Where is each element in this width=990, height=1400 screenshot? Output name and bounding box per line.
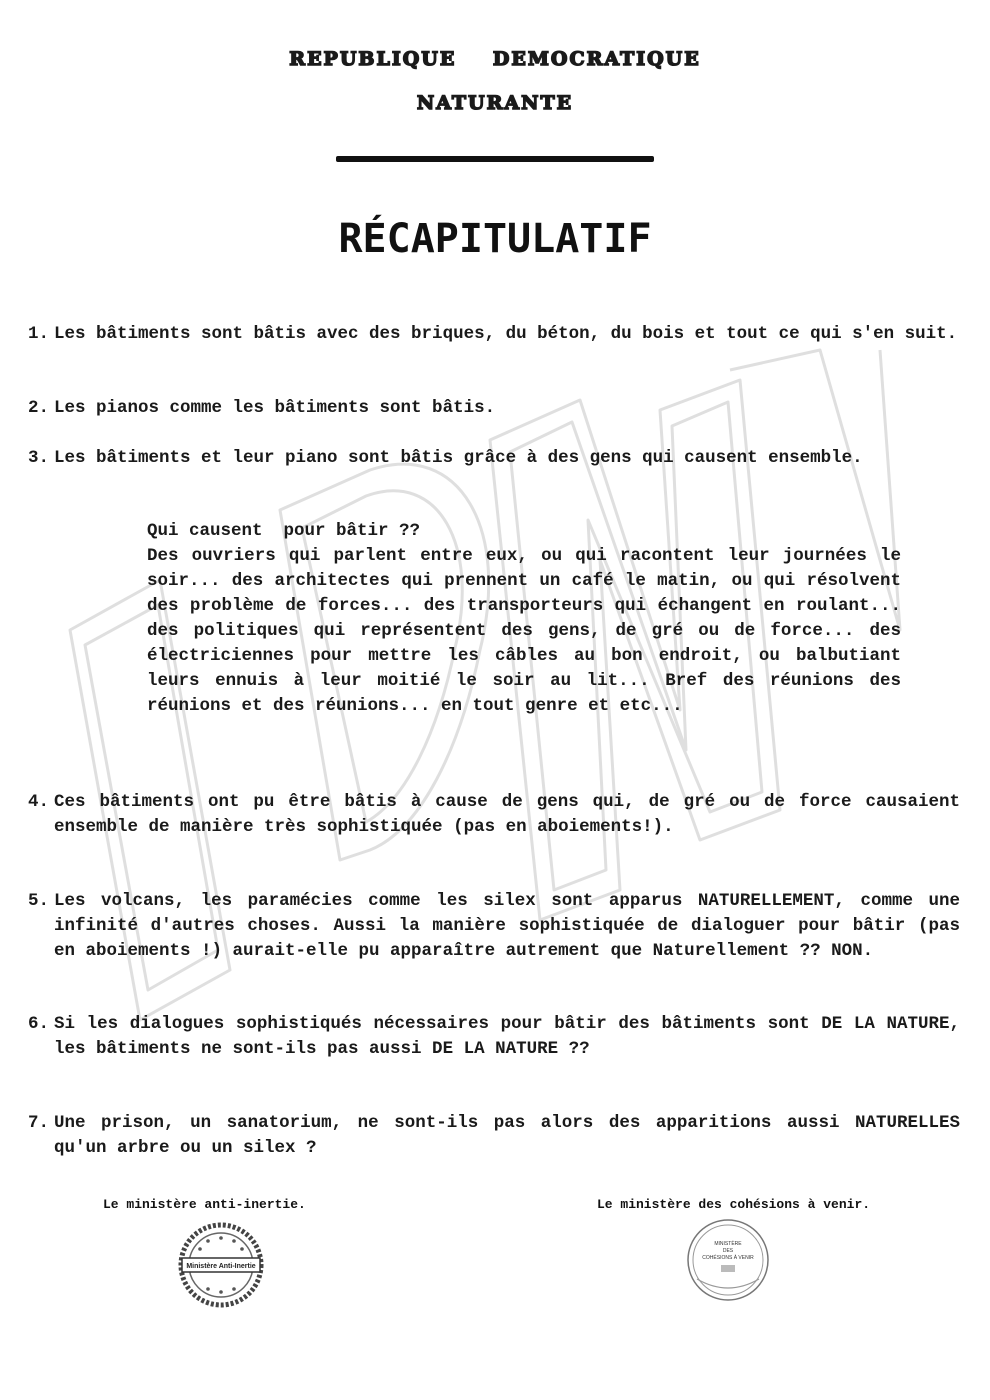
republic-name-line-1: REPUBLIQUE DEMOCRATIQUE xyxy=(289,48,701,70)
item-number: 3. xyxy=(28,448,50,468)
list-item xyxy=(28,1012,960,1062)
item-text: Si les dialogues sophistiqués nécessaires pour bâtir des bâtiments sont DE LA NATURE, les bâtiments ne sont-ils pas aussi DE LA NATURE ?? xyxy=(54,1014,960,1059)
item-number: 1. xyxy=(28,324,50,344)
list-item xyxy=(28,446,960,471)
republic-name-line-2: NATURANTE xyxy=(416,92,574,114)
item-text: Les volcans, les paramécies comme les silex sont apparus NATURELLEMENT, comme une infinité d'autres choses. Aussi la manière sophistiquée de dialoguer pour bâtir (pas en aboiements !) aurait-elle pu apparaître autrement que Naturellement ?? NON. xyxy=(54,891,960,961)
item-number: 2. xyxy=(28,398,50,418)
list-item xyxy=(28,396,960,421)
item-text: Ces bâtiments ont pu être bâtis à cause de gens qui, de gré ou de force causaient ensemble de manière très sophistiquée (pas en aboiements!). xyxy=(54,792,960,837)
item-number: 5. xyxy=(28,891,50,911)
item-text: Les pianos comme les bâtiments sont bâtis. xyxy=(54,398,496,418)
quote-body: Des ouvriers qui parlent entre eux, ou qui racontent leur journées le soir... des architectes qui prennent un café le matin, ou qui résolvent des problème de forces... des transporteurs qui échangent en roulant... des politiques qui représentent des gens, de gré ou de force... des électriciennes pour mettre les câbles au bon endroit, ou balbutiant leurs ennuis à leur moitié le soir au lit... Bref des réunions des réunions et des réunions... en tout genre et etc... xyxy=(147,546,901,716)
svg-text:COHÉSIONS À VENIR: COHÉSIONS À VENIR xyxy=(702,1255,754,1261)
item-number: 6. xyxy=(28,1014,50,1034)
signature-label-cohesions: Le ministère des cohésions à venir. xyxy=(597,1197,871,1212)
list-item xyxy=(28,889,960,964)
indented-quote xyxy=(147,519,901,719)
item-number: 4. xyxy=(28,792,50,812)
item-text: Les bâtiments et leur piano sont bâtis grâce à des gens qui causent ensemble. xyxy=(54,448,863,468)
item-text: Les bâtiments sont bâtis avec des briques, du béton, du bois et tout ce qui s'en suit. xyxy=(54,324,958,344)
list-item xyxy=(28,1111,960,1161)
svg-text:DES: DES xyxy=(722,1248,734,1254)
header-divider xyxy=(336,156,654,162)
list-item xyxy=(28,322,960,347)
list-item xyxy=(28,790,960,840)
signature-label-anti-inertie: Le ministère anti-inertie. xyxy=(103,1197,306,1212)
ministry-cohesions-stamp xyxy=(685,1217,771,1303)
svg-text:MINISTÈRE: MINISTÈRE xyxy=(714,1241,742,1247)
quote-question: Qui causent pour bâtir ?? xyxy=(147,521,421,541)
ministry-anti-inertie-stamp xyxy=(178,1222,264,1308)
document-title: RÉCAPITULATIF xyxy=(338,216,652,262)
item-number: 7. xyxy=(28,1113,50,1133)
item-text: Une prison, un sanatorium, ne sont-ils pas alors des apparitions aussi NATURELLES qu'un arbre ou un silex ? xyxy=(54,1113,960,1158)
svg-text:Ministère Anti-Inertie: Ministère Anti-Inertie xyxy=(186,1263,256,1270)
